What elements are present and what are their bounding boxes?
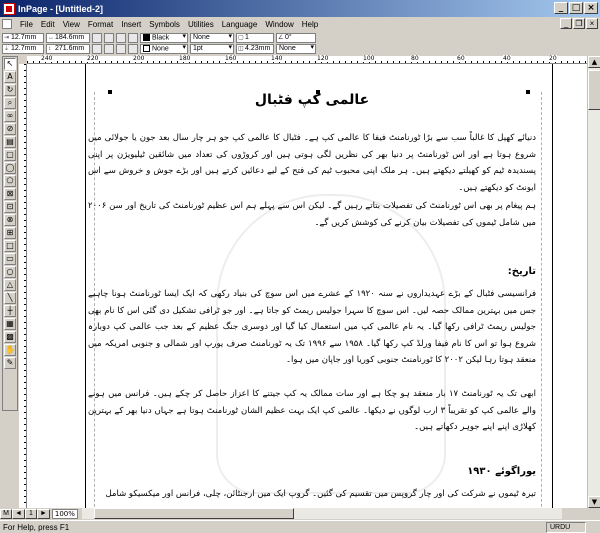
paragraph-tournament: ابھی تک یہ ٹورنامنٹ ۱۷ بار منعقد ہو چکا ہے اور سات ممالک یہ کپ جیتنے کا اعزاز حاصل کر چکے ہیں۔ فرانس میں ہونے والے عالمی کپ کو تقریباً ۳ ارب لوگوں نے دیکھا۔ عالمی کپ ایک بہت عظیم الشان ٹورنامنٹ ہوتا ہے جہاں دنیا بھر کے بہترین کھلاڑی اپنے اپنے جوہر دکھاتے ہیں۔ (88, 389, 537, 432)
rounded-rect-tool-icon[interactable]: ▭ (4, 253, 16, 265)
toolbox-palette (2, 56, 18, 411)
unlink-tool-icon[interactable]: ⊘ (4, 123, 16, 135)
ruler-label: 80 (411, 55, 419, 62)
ruler-label: 120 (317, 55, 329, 62)
height-field[interactable]: ↕ 271.6mm (46, 44, 90, 54)
minimize-button[interactable]: _ (554, 2, 568, 14)
vertical-scrollbar[interactable] (587, 56, 600, 508)
menu-insert[interactable]: Insert (121, 19, 142, 29)
picture-rounded-tool-icon[interactable]: ⊡ (4, 201, 16, 213)
ruler-label: 60 (457, 55, 465, 62)
vertical-scroll-thumb[interactable] (588, 70, 600, 110)
horizontal-scroll-thumb[interactable] (94, 508, 294, 519)
bottom-navigation-bar (0, 508, 600, 519)
menu-language[interactable]: Language (221, 19, 258, 29)
maximize-button[interactable]: □ (569, 2, 583, 14)
menu-utilities[interactable]: Utilities (187, 19, 214, 29)
window-controls (554, 2, 598, 14)
fill-style-dropdown[interactable]: None ▾ (190, 33, 234, 43)
document-window-controls (560, 18, 598, 29)
ruler-label: 200 (133, 55, 145, 62)
title-bar (0, 0, 600, 17)
eyedropper-tool-icon[interactable]: ✎ (4, 357, 16, 369)
document-title: عالمی کپ فٹبال (254, 92, 370, 108)
paragraph-uruguay: تیرہ ٹیموں نے شرکت کی اور چار گروپس میں تقسیم کی گئیں۔ گروپ ایک میں ارجنٹائن، چلی، فرانس اور میکسیکو شامل (105, 489, 536, 499)
width-field[interactable]: ↔ 184.6mm (46, 33, 90, 43)
link-tool-icon[interactable]: ∞ (4, 110, 16, 122)
ruler-label: 100 (363, 55, 375, 62)
menu-view[interactable]: View (62, 19, 80, 29)
master-page-button[interactable]: M (0, 509, 12, 519)
scroll-down-button[interactable]: ▼ (588, 496, 600, 508)
document-icon[interactable] (2, 19, 12, 29)
zoom-tool-icon[interactable]: ⌕ (4, 97, 16, 109)
vertical-ruler (19, 64, 27, 508)
close-button[interactable]: × (584, 2, 598, 14)
menu-file[interactable]: File (20, 19, 33, 29)
document-workspace[interactable] (27, 64, 587, 508)
picture-polygon-tool-icon[interactable]: ⊞ (4, 227, 16, 239)
paragraph-history: فرانسیسی فٹبال کے بڑے عہدیداروں نے سنہ ۱۹۲۰ کے عشرے میں اس سوچ کی بنیاد رکھی کہ ایک ایسا ٹورنامنٹ ہونا چاہیے جس میں بہترین ممالک حصہ لیں۔ اس سوچ کا سہرا جولیس ریمٹ کو جاتا ہے۔ اور جو ٹرافی تشکیل دی گئی اس کا نام بھی جولیس ریمٹ ٹرافی رکھا گیا۔ یہ نام عالمی کپ میں استعمال کیا گیا اور دوسری جنگ عظیم کے بعد جب عالمی کپ دوبارہ شروع ہوا تو اس کا نام فیفا ورلڈ کپ رکھا گیا۔ ۱۹۵۸ سے ۱۹۹۶ تک یہ ٹورنامنٹ صرف یورپ اور شمالی و جنوبی امریکہ میں منعقد ہوتا رہا لیکن ۲۰۰۲ کا ٹورنامنٹ جنوبی کوریا اور جاپان میں ہوا۔ (88, 289, 537, 365)
rotate-tool-icon[interactable]: ↻ (4, 84, 16, 96)
y-position-field[interactable]: ⇣ 12.7mm (2, 44, 44, 54)
pointer-tool-icon[interactable]: ↖ (4, 58, 16, 70)
ruler-label: 180 (179, 55, 191, 62)
frame-number-field[interactable]: ▢ 1 (236, 33, 274, 43)
frame-rounded-icon[interactable] (104, 33, 114, 43)
line-style-dropdown[interactable]: None ▾ (276, 44, 316, 54)
box-tool-icon[interactable]: □ (4, 240, 16, 252)
ruler-label: 160 (225, 55, 237, 62)
menu-symbols[interactable]: Symbols (149, 19, 180, 29)
doc-restore-button[interactable]: ❐ (573, 18, 585, 29)
status-message: For Help, press F1 (3, 522, 70, 532)
align-justify-icon[interactable] (128, 44, 138, 54)
table-tool-icon[interactable]: ▦ (4, 318, 16, 330)
menu-help[interactable]: Help (301, 19, 319, 29)
paragraph-intro: دنیائے کھیل کا غالباً سب سے بڑا ٹورنامنٹ فیفا کا عالمی کپ ہے۔ فٹبال کا عالمی کپ جو ہر چار سال بعد جون یا جولائی میں شروع ہوتا ہے اور اس ٹورنامنٹ پر دنیا بھر کی نظریں لگی ہوتی ہیں اور کروڑوں کی تعداد میں شائقین ٹیلیویژن پر اپنی پسندیدہ ٹیم کو کھیلتے دیکھتے ہیں۔ ہر ملک اپنی محبوب ٹیم کی فتح کے لیے دعائیں کرتے ہیں اور بڑے جوش و خروش سے اس ایونٹ کو دیکھتے ہیں۔ (88, 133, 536, 193)
rotation-angle-field[interactable]: ∠ 0° (276, 33, 316, 43)
text-box-tool-icon[interactable]: ▤ (4, 136, 16, 148)
paragraph-preview: ہم پیغام پر بھی اس ٹورنامنٹ کی تفصیلات بتاتے رہیں گے۔ لیکن اس سے پہلے ہم اس عظیم ٹورنامنٹ کی تاریخ اور سن ۲۰۰۶ میں شامل ٹیموں کی تفصیلات بیان کرنے کی کوشش کریں گے۔ (88, 201, 536, 228)
language-indicator: URDU (546, 522, 586, 533)
inpage-app-icon[interactable] (3, 3, 15, 15)
prev-page-button[interactable]: ◄ (12, 509, 25, 519)
rounded-box-tool-icon[interactable]: ▢ (4, 149, 16, 161)
status-bar (0, 520, 600, 533)
size-field[interactable]: ◫ 4.23mm (236, 44, 274, 54)
align-center-icon[interactable] (104, 44, 114, 54)
ruler-label: 20 (549, 55, 557, 62)
ruler-label: 40 (503, 55, 511, 62)
shape-tool-icon[interactable]: △ (4, 279, 16, 291)
menu-format[interactable]: Format (87, 19, 114, 29)
align-right-icon[interactable] (116, 44, 126, 54)
ruler-label: 140 (271, 55, 283, 62)
line-tool-icon[interactable]: ╲ (4, 292, 16, 304)
next-page-button[interactable]: ► (37, 509, 50, 519)
horizontal-ruler (27, 56, 587, 64)
menu-bar (0, 17, 600, 31)
document-page[interactable] (85, 64, 553, 508)
fill-color-dropdown[interactable]: Black ▾ (140, 33, 188, 43)
window-title: InPage - [Untitled-2] (18, 3, 103, 14)
picture-oval-tool-icon[interactable]: ⊗ (4, 214, 16, 226)
frame-shape-icon[interactable] (128, 33, 138, 43)
picture-box-tool-icon[interactable]: ⊠ (4, 188, 16, 200)
ruler-label: 220 (87, 55, 99, 62)
menu-window[interactable]: Window (265, 19, 294, 29)
doc-minimize-button[interactable]: _ (560, 18, 572, 29)
grid-tool-icon[interactable]: ▩ (4, 331, 16, 343)
line-color-swatch (143, 45, 150, 52)
doc-close-button[interactable]: × (586, 18, 598, 29)
ortho-line-tool-icon[interactable]: ┼ (4, 305, 16, 317)
frame-box-icon[interactable] (92, 33, 102, 43)
line-color-dropdown[interactable]: None ▾ (140, 44, 188, 54)
ruler-label: 240 (41, 55, 53, 62)
scroll-up-button[interactable]: ▲ (588, 56, 600, 68)
page-one-button[interactable]: 1 (25, 509, 37, 519)
fill-color-swatch (143, 34, 150, 41)
oval-tool-icon[interactable]: ◯ (5, 163, 15, 172)
heading-uruguay-1930: یوراگوئے ۱۹۳۰ (467, 466, 536, 477)
frame-oval-icon[interactable] (116, 33, 126, 43)
line-width-dropdown[interactable]: 1pt ▾ (190, 44, 234, 54)
align-left-icon[interactable] (92, 44, 102, 54)
measurement-toolbar-2 (0, 43, 600, 54)
hand-tool-icon[interactable]: ✋ (5, 345, 15, 354)
x-position-field[interactable]: ⇥ 12.7mm (2, 33, 44, 43)
measurement-toolbar-1 (0, 32, 600, 43)
ellipse-tool-icon[interactable]: ○ (4, 266, 16, 278)
heading-history: تاریخ: (507, 266, 536, 277)
zoom-field[interactable]: 100% (52, 509, 78, 519)
polygon-tool-icon[interactable]: ⬠ (4, 175, 16, 187)
text-tool-icon[interactable]: A (4, 71, 16, 83)
horizontal-scrollbar[interactable] (82, 508, 562, 519)
menu-edit[interactable]: Edit (40, 19, 55, 29)
